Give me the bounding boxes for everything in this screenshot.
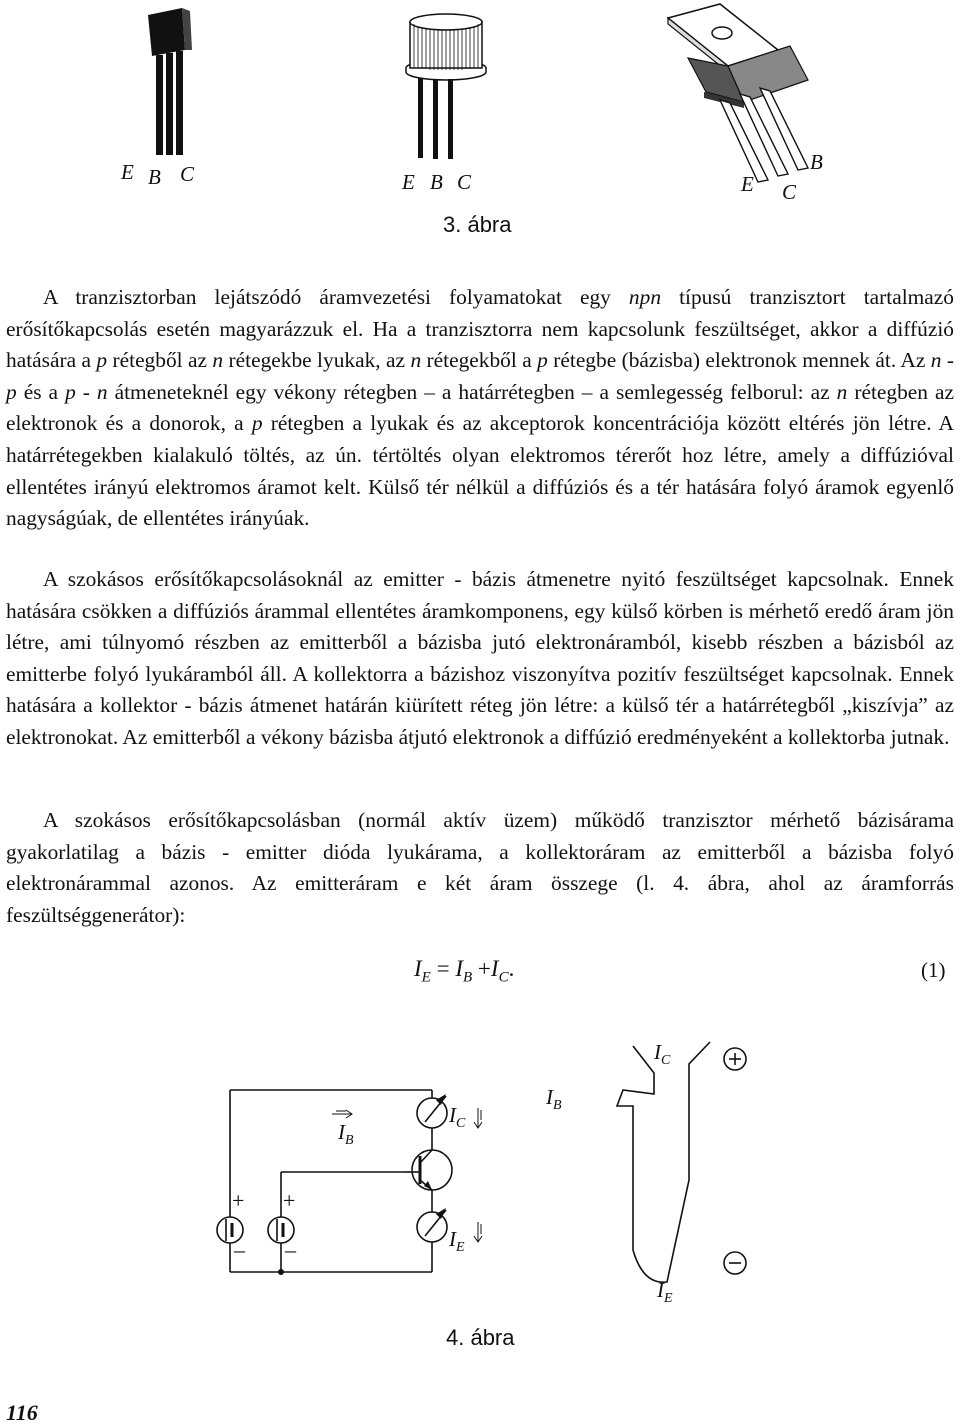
figure-3-caption: 3. ábra <box>443 212 512 237</box>
t2-label-c: C <box>457 170 472 194</box>
label-ib: $I_B$ <box>338 1120 354 1149</box>
label-ie: $I_E$ <box>449 1227 465 1256</box>
page-number: 116 <box>6 1400 38 1425</box>
paragraph-2: A szokásos erősítőkapcsolásoknál az emitter - bázis átmenetre nyitó feszültséget kapcsolnak. Ennek hatására csökken a diffúziós árammal ellentétes áramkomponens, egy külső körben is mérhető eredő áram jön létre, ami túlnyomó részben az emitterből a bázisba jutó elektronáramból, kisebb részben a bázisból az emitterbe folyó lyukáramból áll. A kollektorra a bázishoz viszonyítva pozitív feszültséget kapcsolnak. Ennek hatására a kollektor - bázis átmenet határán kiürített réteg jön létre: a külső tér a határrétegből „kiszívja” az elektronokat. Az emitterből a vékony bázisba átjutó elektronok a diffúzió eredményeként a kollektorba jutnak. <box>6 567 954 749</box>
right-label-ib: $I_B$ <box>546 1085 562 1114</box>
battery-1-plus: + <box>232 1188 245 1213</box>
to220-transistor-icon <box>668 4 808 182</box>
paragraph-1: A tranzisztorban lejátszódó áramvezetési folyamatokat egy npn típusú tranzisztort tartalmazó erősítőkapcsolás esetén magyarázzuk el. Ha a tranzisztorra nem kapcsolunk feszültséget, akkor a diffúzió hatására a p rétegből az n rétegekbe lyukak, az n rétegekből a p rétegbe (bázisba) elektronok mennek át. Az n - p és a p - n átmeneteknél egy vékony rétegben – a határrétegben – a semlegesség felborul: az n rétegben az elektronok és a donorok, a p rétegben a lyukak és az akceptorok koncentrációja között eltérés jön létre. A határrétegekben kialakuló töltés, az ún. tértöltés olyan elektromos térerőt hoz létre, amely a diffúzióval ellentétes irányú elektromos áramot kelt. Külső tér nélkül a diffúziós és a tér hatására folyó áramok egyenlő nagyságúak, de ellentétes irányúak. <box>6 285 955 531</box>
battery-2-plus: + <box>283 1188 296 1213</box>
t1-label-e: E <box>121 160 134 184</box>
equation-number: (1) <box>921 958 946 982</box>
to5-metal-can-icon <box>406 14 486 159</box>
transistor-icon <box>412 1150 452 1190</box>
t1-label-b: B <box>148 165 161 189</box>
t3-label-b: B <box>810 150 823 174</box>
right-label-ic: $I_C$ <box>654 1040 671 1069</box>
t1-label-c: C <box>180 162 195 186</box>
t2-label-b: B <box>430 170 443 194</box>
battery-2-minus: – <box>285 1237 296 1262</box>
label-ic: $I_C$ <box>449 1103 466 1132</box>
t3-label-c: C <box>782 180 797 204</box>
figure-4-circuit <box>0 1030 960 1330</box>
to92-transistor-icon <box>148 8 192 155</box>
t2-label-e: E <box>402 170 415 194</box>
figure-4-caption: 4. ábra <box>446 1325 515 1350</box>
current-flow-diagram <box>617 1042 710 1282</box>
paragraph-3: A szokásos erősítőkapcsolásban (normál aktív üzem) működő tranzisztor mérhető bázisárama gyakorlatilag a bázis - emitter dióda lyukárama, a kollektoráram az emitterből a bázisba folyó elektronárammal azonos. Az emitteráram e két áram összege (l. 4. ábra, ahol az áramforrás feszültséggenerátor): <box>6 808 954 927</box>
t3-label-e: E <box>741 172 754 196</box>
battery-1-minus: – <box>234 1237 245 1262</box>
equation-1: $I_E = I_B +I_C$. <box>414 956 515 986</box>
right-label-ie: $I_E$ <box>657 1278 673 1307</box>
